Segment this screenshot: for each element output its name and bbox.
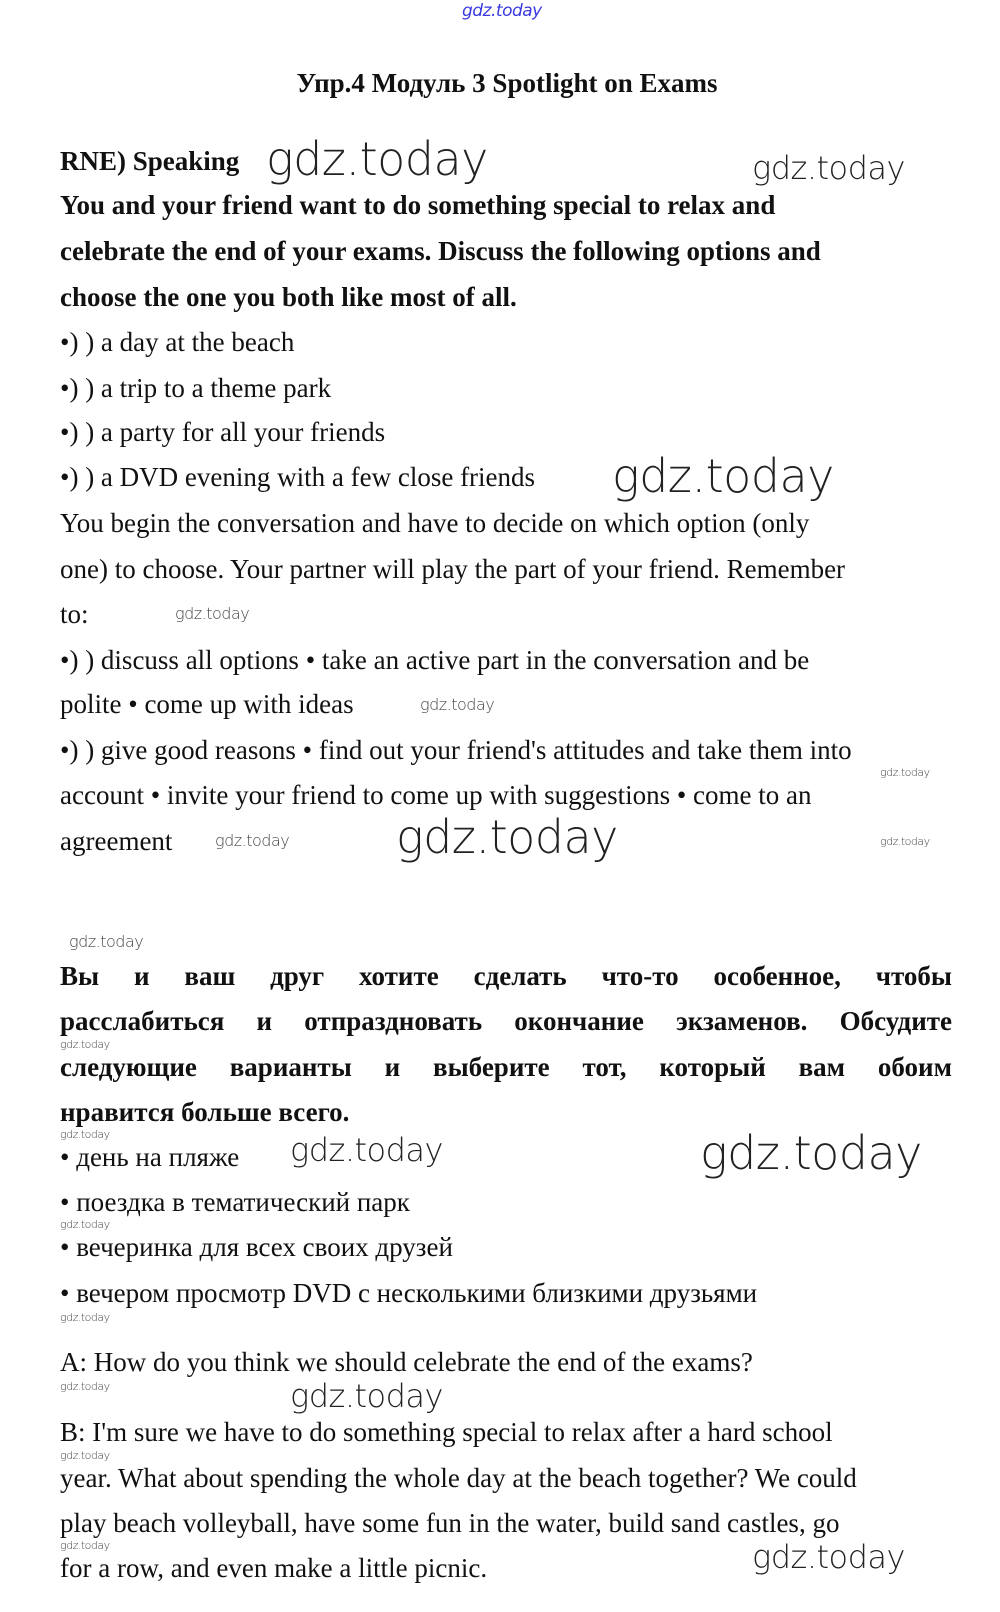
russian-task-line: следующие варианты и выберите тот, который вам обоим <box>60 1052 952 1082</box>
watermark: gdz.today <box>215 831 290 850</box>
page-title: Упр.4 Модуль 3 Spotlight on Exams <box>296 68 718 98</box>
watermark: gdz.today <box>420 695 495 714</box>
option-item: •) ) a party for all your friends <box>60 417 386 447</box>
option-item: •) ) a trip to a theme park <box>60 373 332 403</box>
dialogue-line: B: I'm sure we have to do something special to relax after a hard school <box>60 1417 833 1447</box>
watermark: gdz.today <box>60 1380 110 1393</box>
instruction-line: one) to choose. Your partner will play the part of your friend. Remember <box>60 554 846 584</box>
russian-task-line: Вы и ваш друг хотите сделать что-то особенное, чтобы <box>60 961 952 991</box>
watermark: gdz.today <box>175 604 250 623</box>
watermark: gdz.today <box>60 1449 110 1462</box>
dialogue-line: year. What about spending the whole day at the beach together? We could <box>60 1463 857 1493</box>
instruction-line: •) ) give good reasons • find out your friend's attitudes and take them into <box>60 735 852 765</box>
instruction-line: account • invite your friend to come up with suggestions • come to an <box>60 780 812 810</box>
task-line: celebrate the end of your exams. Discuss the following options and <box>60 236 821 266</box>
watermark: gdz.today <box>266 132 488 186</box>
instruction-line: You begin the conversation and have to decide on which option (only <box>60 508 810 538</box>
section-heading: RNE) Speaking <box>60 146 240 176</box>
russian-task-line: нравится больше всего. <box>60 1097 350 1127</box>
dialogue-line: A: How do you think we should celebrate the end of the exams? <box>60 1347 753 1377</box>
russian-task-line: расслабиться и отпраздновать окончание экзаменов. Обсудите <box>60 1006 952 1036</box>
instruction-line: to: <box>60 599 89 629</box>
watermark: gdz.today <box>60 1038 110 1051</box>
watermark: gdz.today <box>880 766 930 779</box>
task-line: You and your friend want to do something special to relax and <box>60 190 776 220</box>
watermark: gdz.today <box>752 1538 905 1576</box>
instruction-line: polite • come up with ideas <box>60 689 354 719</box>
option-item: •) ) a DVD evening with a few close friends <box>60 462 536 492</box>
instruction-line: agreement <box>60 826 173 856</box>
watermark: gdz.today <box>60 1311 110 1324</box>
russian-option-item: • поездка в тематический парк <box>60 1187 410 1217</box>
watermark: gdz.today <box>69 932 144 951</box>
dialogue-line: play beach volleyball, have some fun in the water, build sand castles, go <box>60 1508 840 1538</box>
watermark: gdz.today <box>612 449 834 503</box>
russian-option-item: • день на пляже <box>60 1142 240 1172</box>
dialogue-line: for a row, and even make a little picnic. <box>60 1553 488 1583</box>
watermark: gdz.today <box>752 149 905 187</box>
watermark: gdz.today <box>60 1218 110 1231</box>
watermark-top[interactable]: gdz.today <box>462 1 542 21</box>
instruction-line: •) ) discuss all options • take an active part in the conversation and be <box>60 645 810 675</box>
watermark: gdz.today <box>60 1539 110 1552</box>
watermark: gdz.today <box>880 835 930 848</box>
watermark: gdz.today <box>290 1131 443 1169</box>
watermark: gdz.today <box>290 1377 443 1415</box>
russian-option-item: • вечером просмотр DVD с несколькими близкими друзьями <box>60 1278 758 1308</box>
watermark: gdz.today <box>60 1128 110 1141</box>
watermark: gdz.today <box>700 1126 922 1180</box>
russian-option-item: • вечеринка для всех своих друзей <box>60 1232 453 1262</box>
task-line: choose the one you both like most of all. <box>60 282 517 312</box>
watermark: gdz.today <box>396 810 618 864</box>
option-item: •) ) a day at the beach <box>60 327 295 357</box>
